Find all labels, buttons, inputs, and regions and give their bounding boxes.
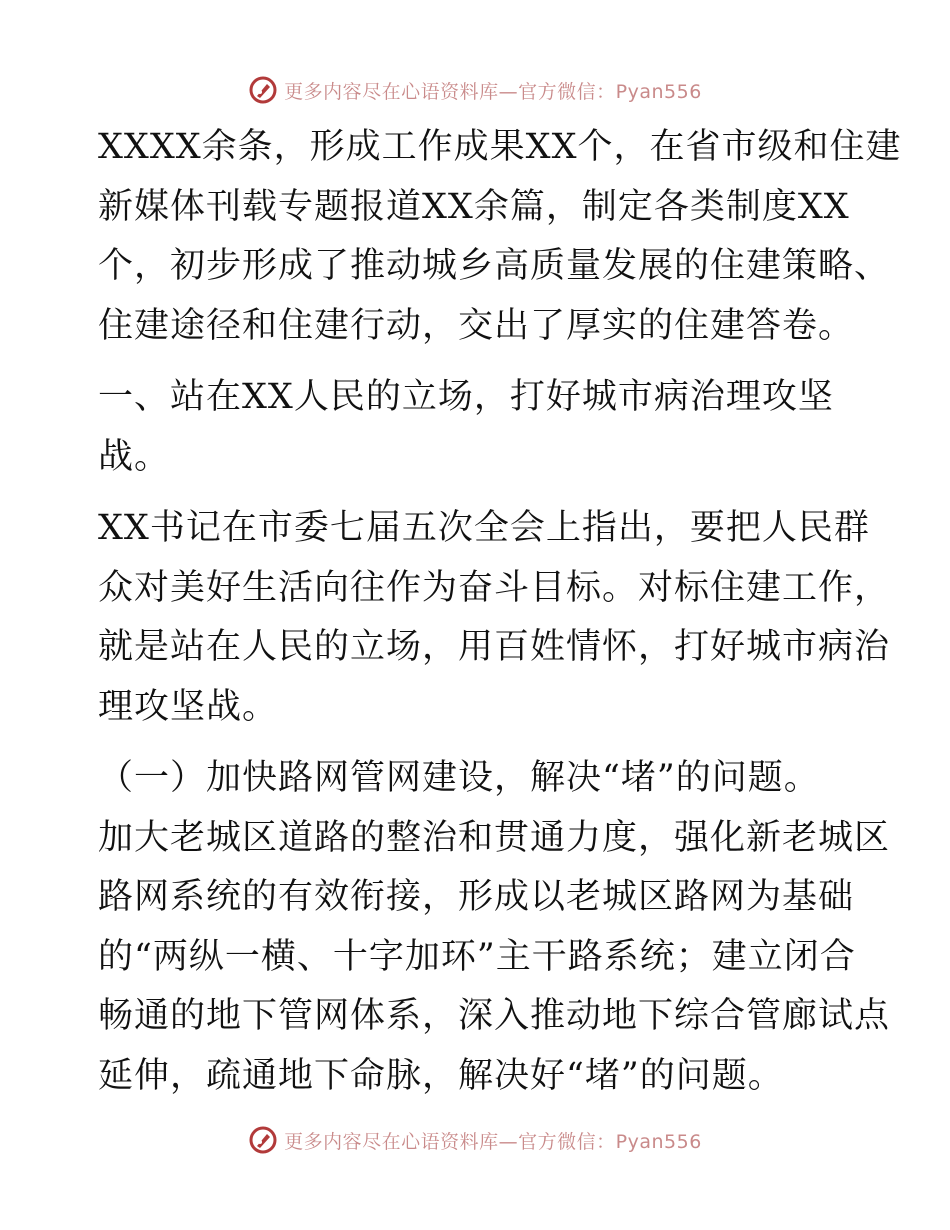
text-line: 个，初步形成了推动城乡高质量发展的住建策略、: [98, 246, 891, 286]
text-line: 一、站在XX人民的立场，打好城市病治理攻坚: [98, 377, 834, 417]
text-line: 加大老城区道路的整治和贯通力度，强化新老城区: [98, 817, 891, 858]
text-line: 战。: [98, 436, 171, 477]
text-line: 新媒体刊载专题报道XX余篇，制定各类制度XX: [98, 186, 850, 227]
paragraph: [98, 118, 902, 356]
text-line: 的“两纵一横、十字加环”主干路系统；建立闭合: [98, 936, 856, 977]
text-line: XXXX余条，形成工作成果XX个，在省市级和住建: [98, 127, 902, 167]
text-line: 就是站在人民的立场，用百姓情怀，打好城市病治: [98, 627, 891, 667]
text-line: 理攻坚战。: [98, 686, 279, 727]
paragraph: [98, 749, 891, 1106]
paragraph: [98, 499, 891, 737]
watermark-banner-top: [0, 70, 950, 110]
text-line: 路网系统的有效衔接，形成以老城区路网为基础: [98, 877, 855, 917]
watermark-banner-bottom: [0, 1120, 950, 1160]
text-line: （一）加快路网管网建设，解决“堵”的问题。: [98, 758, 820, 798]
document-body: [98, 118, 902, 1106]
circle-pen-logo-icon: [248, 75, 278, 105]
section-heading: [98, 368, 858, 487]
circle-pen-logo-icon: [248, 1125, 278, 1155]
text-line: 住建途径和住建行动，交出了厚实的住建答卷。: [98, 305, 855, 346]
watermark-text: 更多内容尽在心语资料库—官方微信：Pyan556: [284, 80, 702, 103]
text-line: 延伸，疏通地下命脉，解决好“堵”的问题。: [98, 1055, 784, 1096]
watermark-text: 更多内容尽在心语资料库—官方微信：Pyan556: [284, 1130, 702, 1153]
text-line: XX书记在市委七届五次全会上指出，要把人民群: [98, 508, 870, 548]
text-line: 畅通的地下管网体系，深入推动地下综合管廊试点: [98, 996, 891, 1036]
text-line: 众对美好生活向往作为奋斗目标。对标住建工作，: [98, 567, 891, 608]
